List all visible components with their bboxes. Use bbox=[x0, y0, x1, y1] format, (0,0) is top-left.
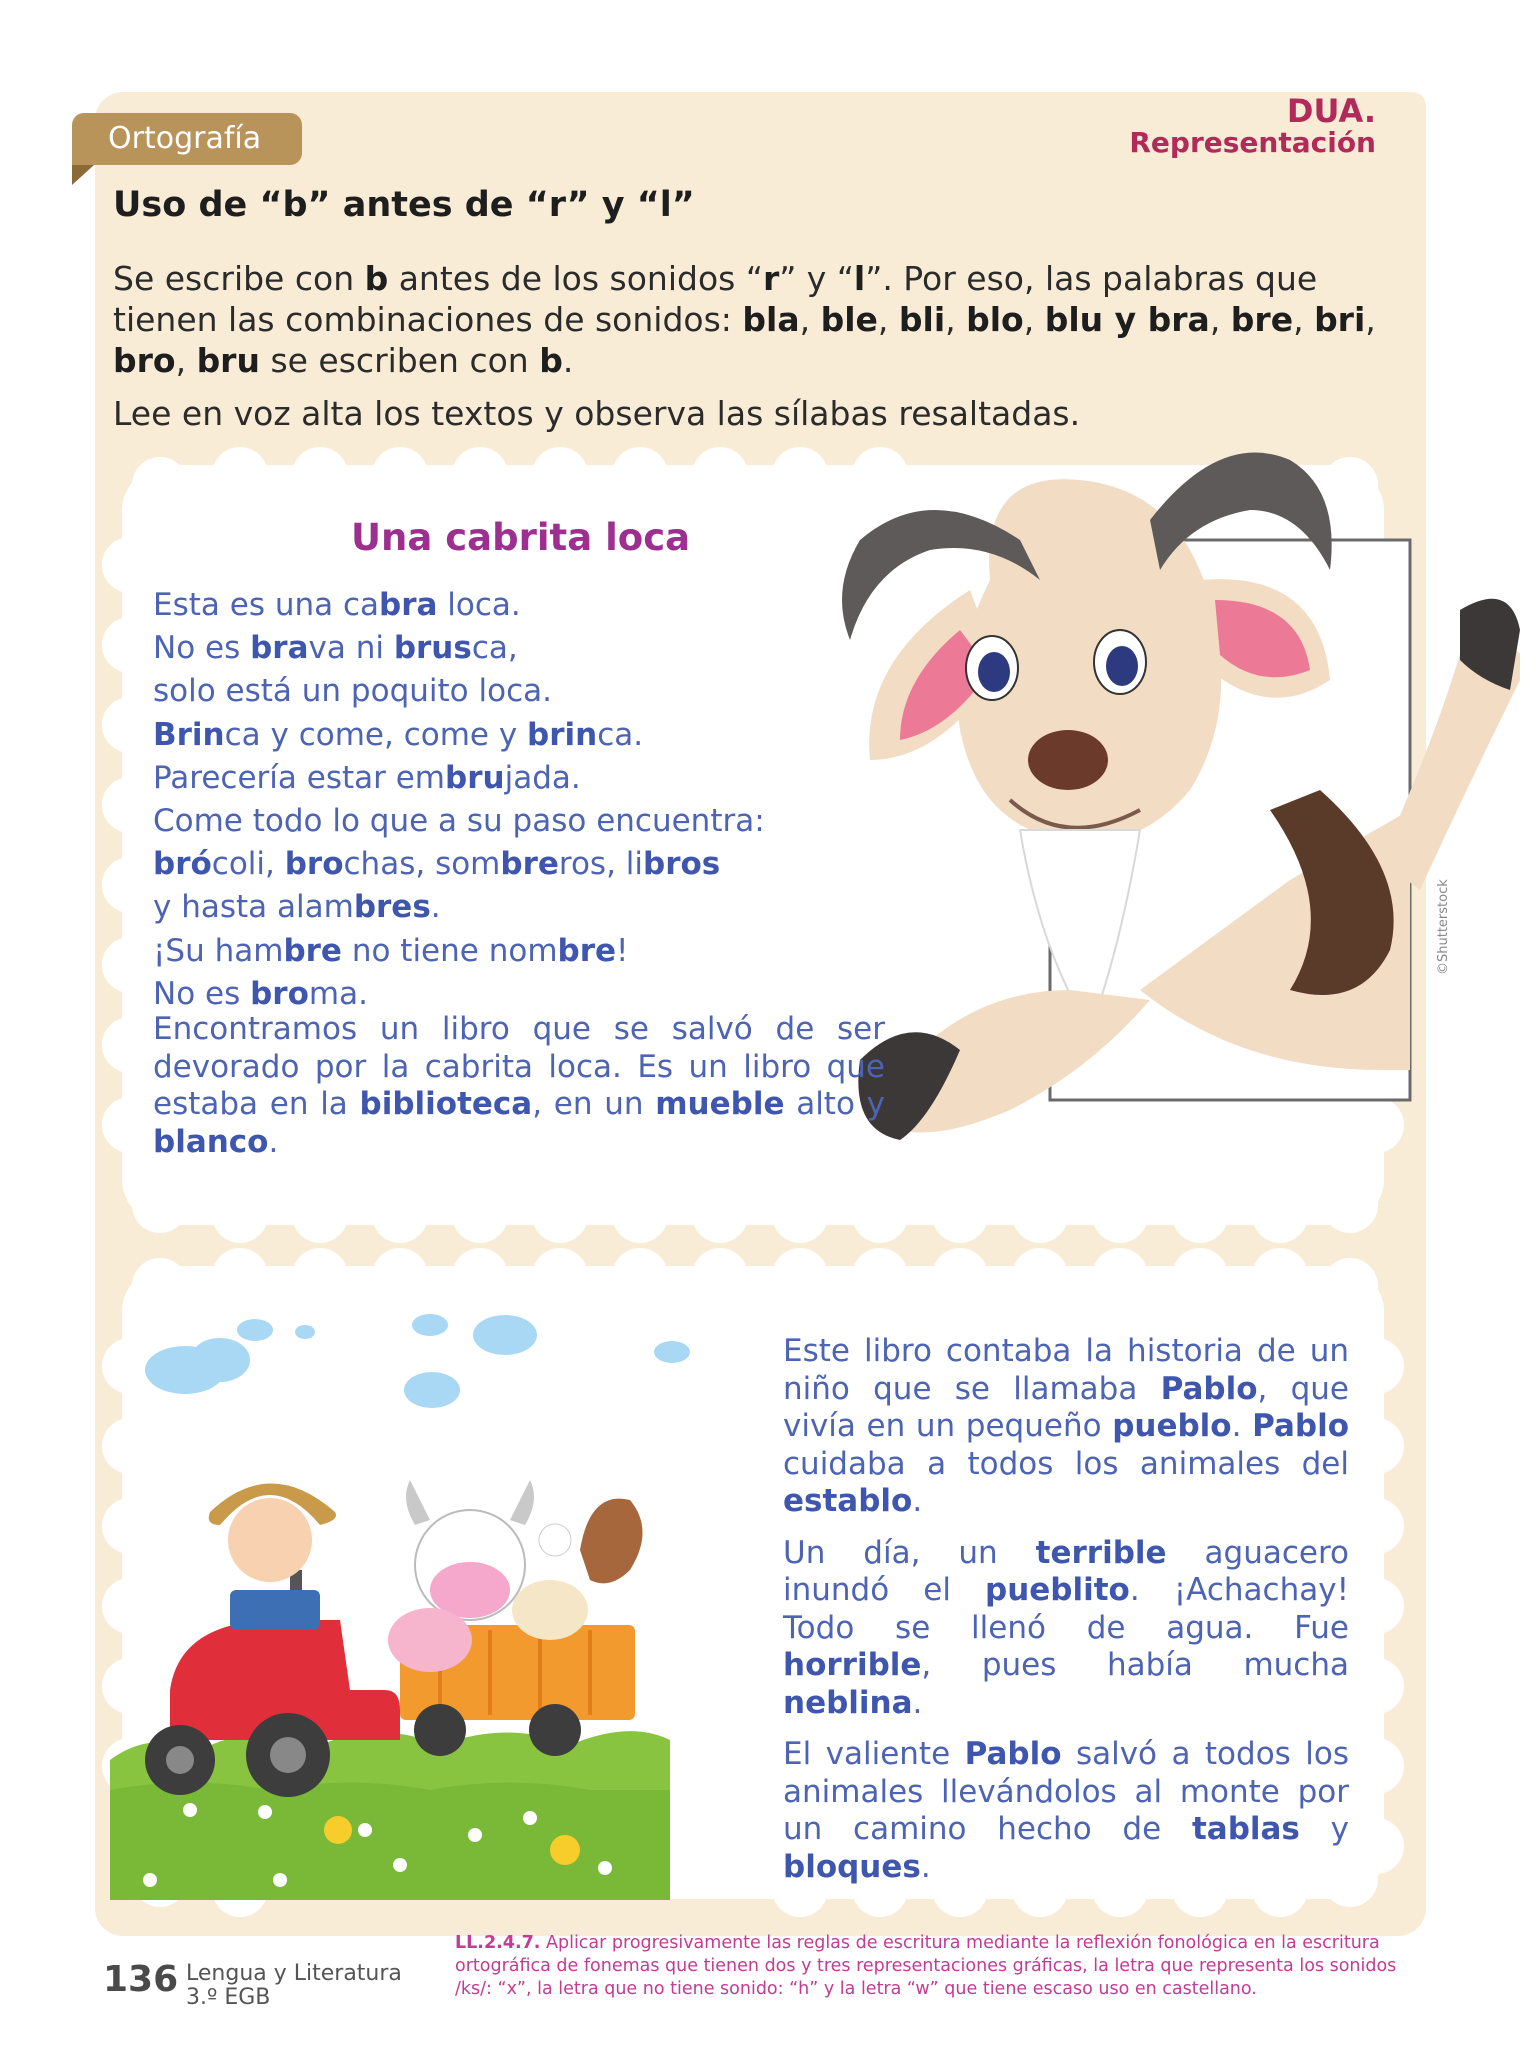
poem-line: Parecería estar embrujada. bbox=[153, 759, 581, 796]
goat-eye-right bbox=[1106, 646, 1138, 686]
skill-code: LL.2.4.7. bbox=[455, 1933, 541, 1953]
page-number: 136 bbox=[103, 1959, 179, 2000]
story-paragraph: Un día, un terrible aguacero inundó el pueblito. ¡Achachay! Todo se llenó de agua. Fue horrible, pues había mucha neblina. bbox=[783, 1534, 1349, 1721]
poem-line: No es brava ni brusca, bbox=[153, 630, 518, 667]
section-tab: Ortografía bbox=[72, 113, 302, 165]
poem-line: Brinca y come, come y brinca. bbox=[153, 716, 644, 753]
poem-lines bbox=[153, 584, 893, 1016]
poem-line: Come todo lo que a su paso encuentra: bbox=[153, 802, 765, 839]
poem-paragraph: Encontramos un libro que se salvó de ser devorado por la cabrita loca. Es un libro que estaba en la biblioteca, en un mueble alto y blanco. bbox=[153, 1011, 885, 1160]
trailer-wheel-1 bbox=[414, 1704, 466, 1756]
goat-nose bbox=[1028, 730, 1108, 790]
book-title: Lengua y Literatura bbox=[186, 1961, 402, 1986]
chicken bbox=[539, 1524, 571, 1556]
story-paragraph: Este libro contaba la historia de un niño que se llamaba Pablo, que vivía en un pequeño pueblo. Pablo cuidaba a todos los animales del establo. bbox=[783, 1333, 1349, 1519]
poem-line: No es broma. bbox=[153, 975, 368, 1012]
poem-line: ¡Su hambre no tiene nombre! bbox=[153, 932, 629, 969]
tab-fold-shape bbox=[72, 165, 94, 185]
pig bbox=[388, 1608, 472, 1672]
chick-2 bbox=[550, 1835, 580, 1865]
poem-line: solo está un poquito loca. bbox=[153, 673, 552, 710]
story-paragraph: El valiente Pablo salvó a todos los animales llevándolos al monte por un camino hecho de tablas y bloques. bbox=[783, 1736, 1349, 1885]
image-credit: ©Shutterstock bbox=[1436, 879, 1451, 975]
goat-illustration bbox=[820, 430, 1520, 1200]
rule-paragraph: Se escribe con b antes de los sonidos “r” y “l”. Por eso, las palabras que tienen las combinaciones de sonidos: bla, ble, bli, blo, blu y bra, bre, bri, bro, bru se escriben con b. bbox=[113, 259, 1376, 380]
instruction-text: Lee en voz alta los textos y observa las sílabas resaltadas. bbox=[113, 394, 1081, 433]
chick-1 bbox=[324, 1816, 352, 1844]
sky-clouds bbox=[145, 1314, 690, 1408]
grade-label: 3.º EGB bbox=[186, 1985, 271, 2010]
goat-eye-left bbox=[978, 652, 1010, 692]
horse bbox=[580, 1499, 643, 1584]
poem-line: brócoli, brochas, sombreros, libros bbox=[153, 846, 721, 883]
poem-line: y hasta alambres. bbox=[153, 889, 441, 926]
trailer-wheel-2 bbox=[529, 1704, 581, 1756]
book-info bbox=[186, 1962, 402, 2010]
poem-line: Esta es una cabra loca. bbox=[153, 587, 521, 623]
farmer-face bbox=[228, 1498, 312, 1582]
dua-subtitle: Representación bbox=[1129, 126, 1376, 159]
farmer-body bbox=[230, 1590, 320, 1630]
farm-tractor-illustration bbox=[110, 1290, 760, 1900]
story-text bbox=[783, 1333, 1349, 1900]
skill-text: Aplicar progresivamente las reglas de escritura mediante la reflexión fonológica en la escritura ortográfica de fonemas que tienen dos y tres representaciones gráficas, la letra que representa los sonidos /ks/: “x”, la letra que no tiene sonido: “h” y la letra “w” que tiene escaso uso en castellano. bbox=[455, 1933, 1397, 1999]
poem-title: Una cabrita loca bbox=[351, 516, 691, 559]
skill-objective bbox=[455, 1932, 1405, 2001]
sheep bbox=[512, 1580, 588, 1640]
lesson-title: Uso de “b” antes de “r” y “l” bbox=[113, 185, 695, 225]
dua-title: DUA. bbox=[1286, 92, 1376, 130]
